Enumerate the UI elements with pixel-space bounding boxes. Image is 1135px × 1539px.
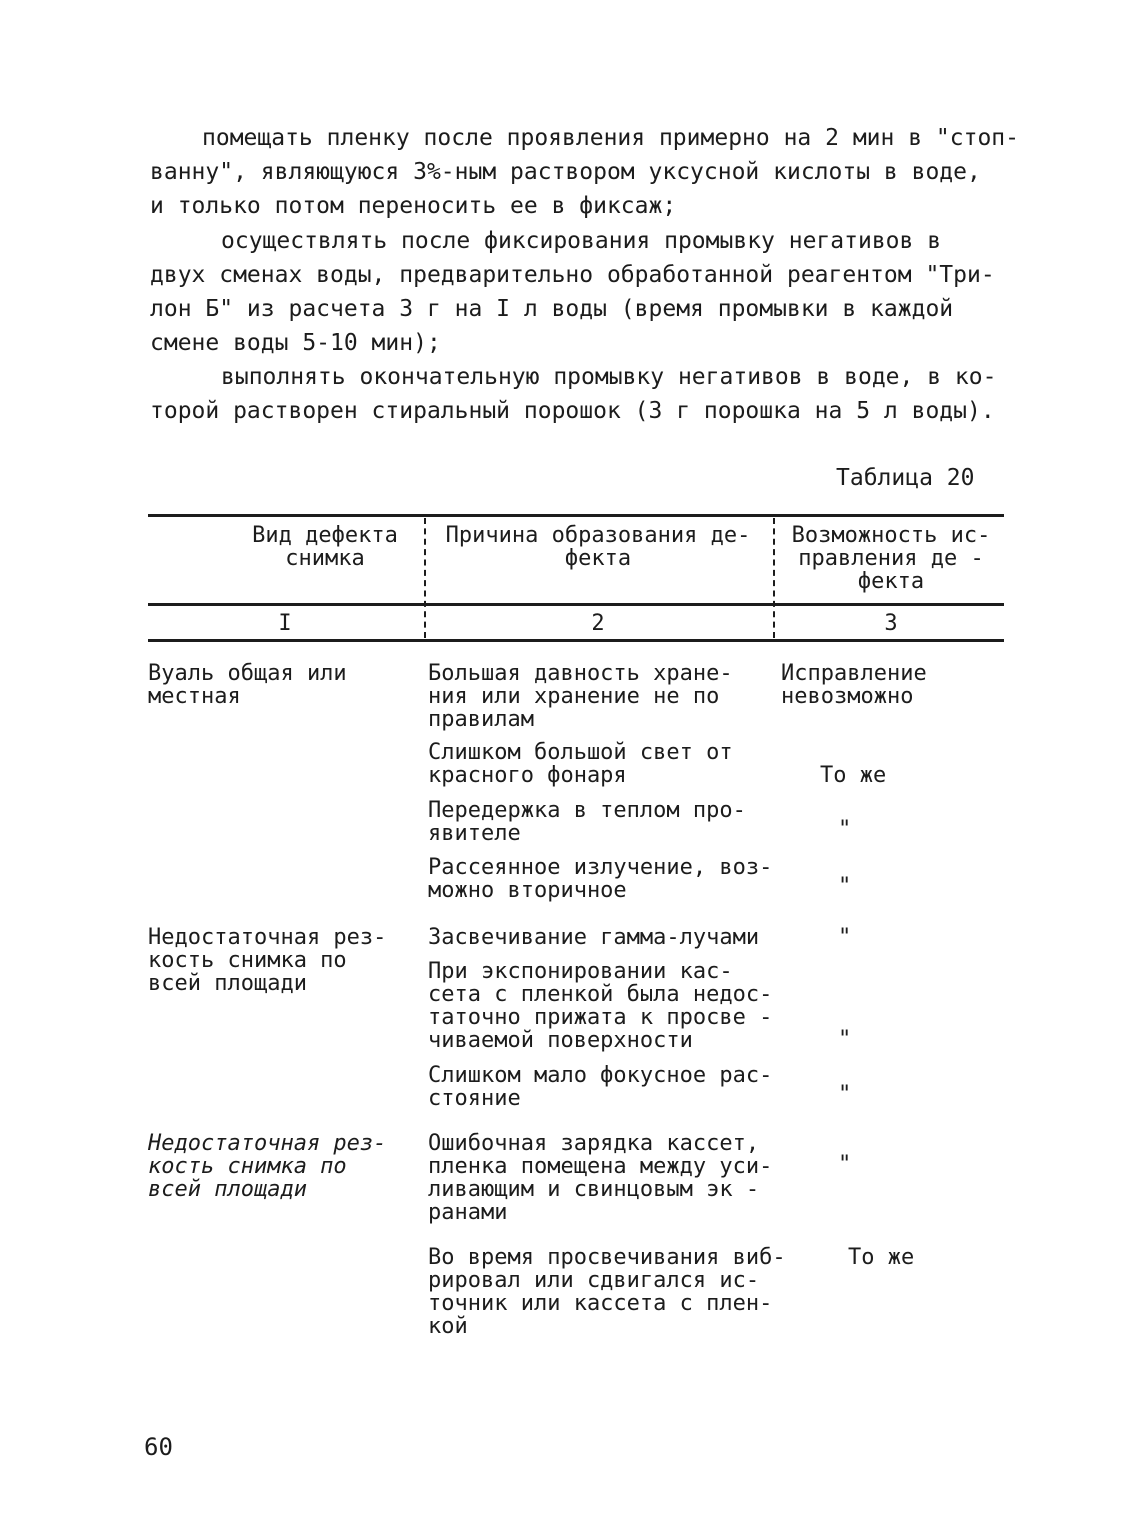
cell-defect: Недостаточная рез- кость снимка по всей площади [148, 925, 387, 996]
cell-fix: " [838, 1027, 852, 1052]
body-line: лон Б" из расчета 3 г на I л воды (время промывки в каждой [150, 296, 954, 322]
cell-fix: " [838, 874, 852, 899]
body-line: двух сменах воды, предварительно обработанной реагентом "Три- [150, 262, 995, 288]
column-number: I [278, 611, 292, 636]
table-header-rule [148, 603, 1004, 606]
cell-cause: Передержка в теплом про- явителе [428, 798, 746, 846]
body-line: торой растворен стиральный порошок (3 г порошка на 5 л воды). [150, 398, 995, 424]
cell-fix: " [838, 1152, 852, 1177]
cell-cause: Засвечивание гамма-лучами [428, 925, 760, 950]
column-divider [773, 518, 775, 638]
table-title: Таблица 20 [836, 465, 975, 491]
header-defect: Вид дефекта снимка [252, 523, 398, 571]
cell-cause: Рассеянное излучение, воз- можно вторичное [428, 855, 773, 903]
cell-cause: При экспонировании кас- сета с пленкой была недос- таточно прижата к просве - чиваемой поверхности [428, 959, 773, 1053]
body-line: смене воды 5-10 мин); [150, 330, 441, 356]
cell-cause: Слишком мало фокусное рас- стояние [428, 1063, 773, 1111]
header-cause: Причина образования де- фекта [445, 523, 751, 571]
cell-defect: Вуаль общая или местная [148, 661, 347, 709]
column-number: 2 [591, 611, 605, 636]
column-number: 3 [884, 611, 898, 636]
header-fix: Возможность ис- правления де - фекта [791, 523, 991, 594]
body-line: помещать пленку после проявления примерно на 2 мин в "стоп- [202, 125, 1019, 151]
cell-cause: Во время просвечивания виб- рировал или сдвигался ис- точник или кассета с плен- кой [428, 1245, 786, 1339]
body-line: ванну", являющуюся 3%-ным раствором уксусной кислоты в воде, [150, 159, 981, 185]
cell-cause: Ошибочная зарядка кассет, пленка помещена между уси- ливающим и свинцовым эк - ранами [428, 1131, 773, 1225]
body-line: и только потом переносить ее в фиксаж; [150, 193, 677, 219]
page-number: 60 [144, 1433, 173, 1461]
cell-fix: " [838, 817, 852, 842]
cell-fix: " [838, 925, 852, 950]
cell-fix: То же [820, 763, 887, 788]
cell-fix: " [838, 1082, 852, 1107]
body-line: выполнять окончательную промывку негативов в воде, в ко- [221, 364, 997, 390]
cell-defect: Недостаточная рез- кость снимка по всей площади [148, 1131, 387, 1202]
table-top-rule [148, 514, 1004, 517]
cell-fix: То же [848, 1245, 915, 1270]
column-divider [424, 518, 426, 638]
cell-fix: Исправление невозможно [781, 661, 927, 709]
cell-cause: Слишком большой свет от красного фонаря [428, 740, 733, 788]
body-line: осуществлять после фиксирования промывку негативов в [221, 228, 942, 254]
table-numbers-rule [148, 639, 1004, 642]
cell-cause: Большая давность хране- ния или хранение не по правилам [428, 661, 733, 732]
